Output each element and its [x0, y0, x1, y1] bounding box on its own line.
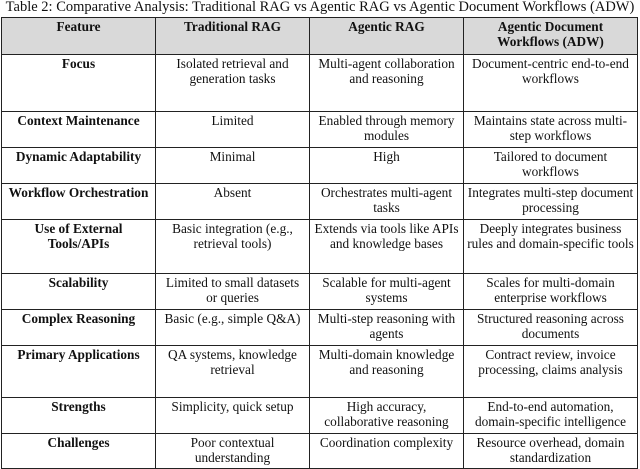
table-row: [2, 310, 638, 346]
agentic-cell: Multi-domain knowledge and reasoning: [310, 346, 464, 398]
feature-cell: Challenges: [2, 434, 156, 469]
agentic-cell: Coordination complexity: [310, 434, 464, 469]
adw-cell: Structured reasoning across documents: [464, 310, 638, 346]
adw-cell: Tailored to document workflows: [464, 148, 638, 184]
adw-cell: Integrates multi-step document processing: [464, 184, 638, 220]
feature-cell: Focus: [2, 55, 156, 112]
table-row: [2, 148, 638, 184]
traditional-cell: Limited: [156, 112, 310, 148]
header-traditional-rag: Traditional RAG: [156, 18, 310, 55]
agentic-cell: Extends via tools like APIs and knowledge bases: [310, 220, 464, 274]
header-adw: Agentic Document Workflows (ADW): [464, 18, 638, 55]
table-row: [2, 112, 638, 148]
adw-cell: Document-centric end-to-end workflows: [464, 55, 638, 112]
table-row: [2, 55, 638, 112]
table-row: [2, 274, 638, 310]
table-header-row: [2, 18, 638, 55]
adw-cell: Contract review, invoice processing, claims analysis: [464, 346, 638, 398]
traditional-cell: Absent: [156, 184, 310, 220]
table-row: [2, 346, 638, 398]
feature-cell: Primary Applications: [2, 346, 156, 398]
feature-cell: Dynamic Adaptability: [2, 148, 156, 184]
traditional-cell: Basic integration (e.g., retrieval tools): [156, 220, 310, 274]
header-feature: Feature: [2, 18, 156, 55]
traditional-cell: Minimal: [156, 148, 310, 184]
feature-cell: Context Maintenance: [2, 112, 156, 148]
adw-cell: Scales for multi-domain enterprise workflows: [464, 274, 638, 310]
agentic-cell: Multi-agent collaboration and reasoning: [310, 55, 464, 112]
table-row: [2, 184, 638, 220]
adw-cell: Deeply integrates business rules and domain-specific tools: [464, 220, 638, 274]
adw-cell: End-to-end automation, domain-specific intelligence: [464, 398, 638, 434]
feature-cell: Strengths: [2, 398, 156, 434]
agentic-cell: Multi-step reasoning with agents: [310, 310, 464, 346]
table-row: [2, 398, 638, 434]
feature-cell: Workflow Orchestration: [2, 184, 156, 220]
feature-cell: Complex Reasoning: [2, 310, 156, 346]
feature-cell: Scalability: [2, 274, 156, 310]
traditional-cell: Basic (e.g., simple Q&A): [156, 310, 310, 346]
traditional-cell: Isolated retrieval and generation tasks: [156, 55, 310, 112]
header-agentic-rag: Agentic RAG: [310, 18, 464, 55]
adw-cell: Resource overhead, domain standardization: [464, 434, 638, 469]
adw-cell: Maintains state across multi-step workflows: [464, 112, 638, 148]
traditional-cell: QA systems, knowledge retrieval: [156, 346, 310, 398]
table-row: [2, 434, 638, 469]
traditional-cell: Simplicity, quick setup: [156, 398, 310, 434]
agentic-cell: High: [310, 148, 464, 184]
agentic-cell: High accuracy, collaborative reasoning: [310, 398, 464, 434]
traditional-cell: Limited to small datasets or queries: [156, 274, 310, 310]
traditional-cell: Poor contextual understanding: [156, 434, 310, 469]
feature-cell: Use of External Tools/APIs: [2, 220, 156, 274]
table-caption: Table 2: Comparative Analysis: Traditional RAG vs Agentic RAG vs Agentic Document Workflows (ADW): [5, 0, 635, 15]
table-row: [2, 220, 638, 274]
agentic-cell: Scalable for multi-agent systems: [310, 274, 464, 310]
comparison-table: [1, 17, 638, 469]
agentic-cell: Enabled through memory modules: [310, 112, 464, 148]
agentic-cell: Orchestrates multi-agent tasks: [310, 184, 464, 220]
